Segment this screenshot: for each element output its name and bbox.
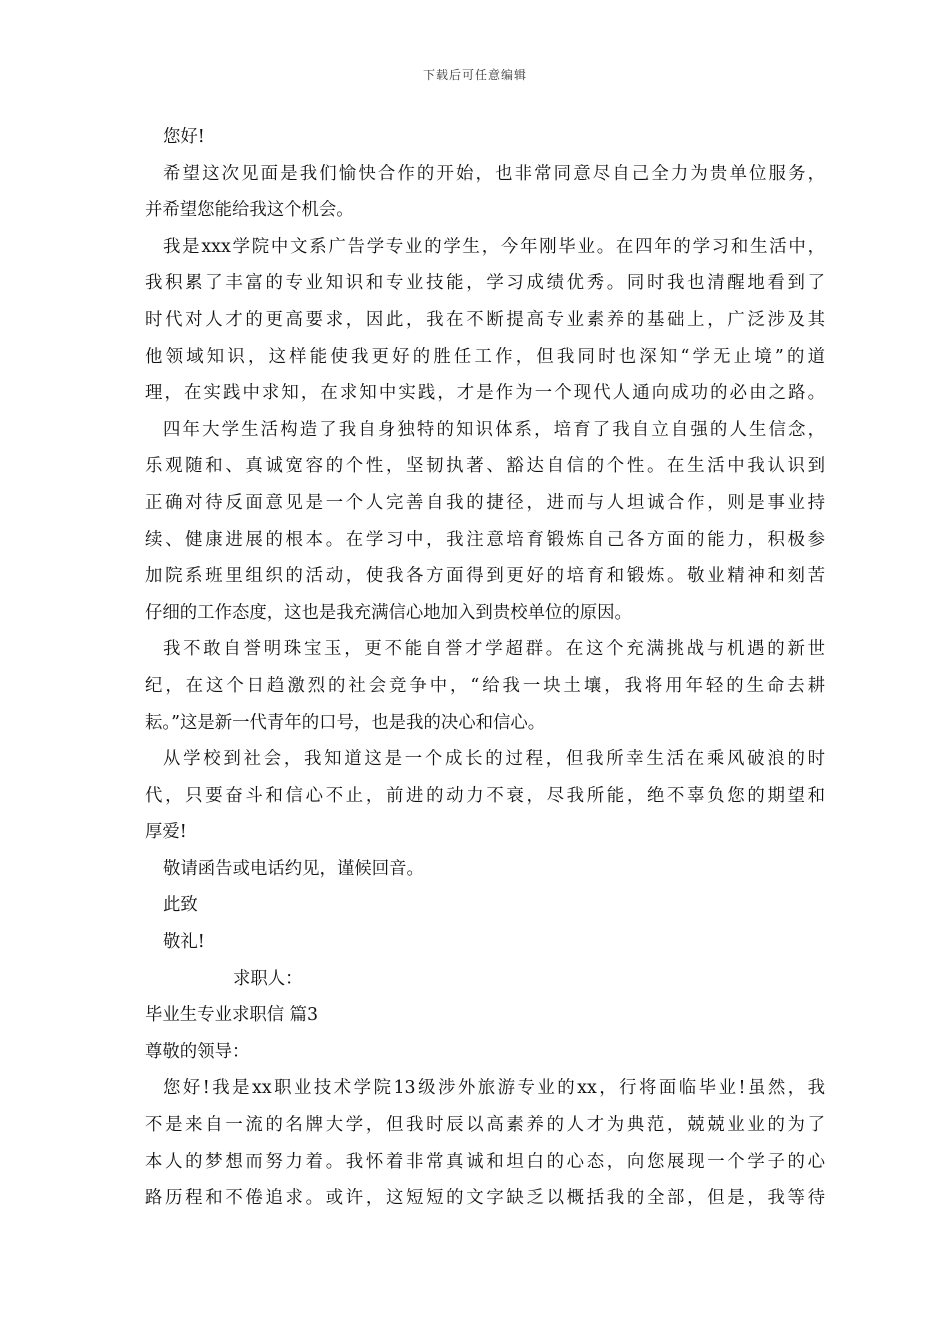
text-line: 我是xxx学院中文系广告学专业的学生，今年刚毕业。在四年的学习和生活中， — [163, 236, 825, 257]
text-line: 耘。”这是新一代青年的口号，也是我的决心和信心。 — [145, 712, 546, 733]
text-line: 希望这次见面是我们愉快合作的开始，也非常同意尽自己全力为贵单位服务， — [163, 163, 825, 184]
text-line: 理，在实践中求知，在求知中实践，才是作为一个现代人通向成功的必由之路。 — [145, 383, 825, 404]
text-line: 仔细的工作态度，这也是我充满信心地加入到贵校单位的原因。 — [145, 602, 632, 623]
text-line: 续、健康进展的根本。在学习中，我注意培育锻炼自己各方面的能力，积极参 — [145, 529, 825, 550]
text-line: 乐观随和、真诚宽容的个性，坚韧执著、豁达自信的个性。在生活中我认识到 — [145, 456, 825, 477]
text-line: 本人的梦想而努力着。我怀着非常真诚和坦白的心态，向您展现一个学子的心 — [145, 1151, 825, 1172]
text-line: 我不敢自誉明珠宝玉，更不能自誉才学超群。在这个充满挑战与机遇的新世 — [163, 639, 825, 660]
text-line: 毕业生专业求职信 篇3 — [145, 1005, 319, 1026]
text-line: 他领域知识，这样能使我更好的胜任工作，但我同时也深知“学无止境”的道 — [145, 346, 825, 367]
text-line: 并希望您能给我这个机会。 — [145, 200, 354, 221]
document-body — [145, 119, 825, 1217]
text-line: 我积累了丰富的专业知识和专业技能，学习成绩优秀。同时我也清醒地看到了 — [145, 273, 825, 294]
text-line: 四年大学生活构造了我自身独特的知识体系，培育了我自立自强的人生信念， — [163, 419, 825, 440]
text-line: 正确对待反面意见是一个人完善自我的捷径，进而与人坦诚合作，则是事业持 — [145, 492, 825, 513]
text-line: 厚爱! — [145, 822, 187, 843]
text-line: 敬请函告或电话约见，谨候回音。 — [163, 858, 424, 879]
text-line: 代，只要奋斗和信心不止，前进的动力不衰，尽我所能，绝不辜负您的期望和 — [145, 785, 825, 806]
text-line: 路历程和不倦追求。或许，这短短的文字缺乏以概括我的全部，但是，我等待 — [145, 1188, 825, 1209]
text-line: 加院系班里组织的活动，使我各方面得到更好的培育和锻炼。敬业精神和刻苦 — [145, 566, 825, 587]
text-line: 敬礼! — [163, 932, 205, 953]
text-line: 尊敬的领导： — [145, 1041, 250, 1062]
text-line: 您好!我是xx职业技术学院13级涉外旅游专业的xx，行将面临毕业!虽然，我 — [163, 1078, 825, 1099]
text-line: 此致 — [163, 895, 198, 916]
text-line: 时代对人才的更高要求，因此，我在不断提高专业素养的基础上，广泛涉及其 — [145, 309, 825, 330]
text-line: 求职人： — [233, 968, 303, 989]
page-header: 下载后可任意编辑 — [422, 68, 527, 82]
text-line: 从学校到社会，我知道这是一个成长的过程，但我所幸生活在乘风破浪的时 — [163, 749, 825, 770]
text-line: 您好! — [163, 127, 205, 147]
text-line: 不是来自一流的名牌大学，但我时辰以高素养的人才为典范，兢兢业业的为了 — [145, 1115, 825, 1136]
text-line: 纪，在这个日趋激烈的社会竞争中，“给我一块土壤，我将用年轻的生命去耕 — [145, 675, 825, 696]
